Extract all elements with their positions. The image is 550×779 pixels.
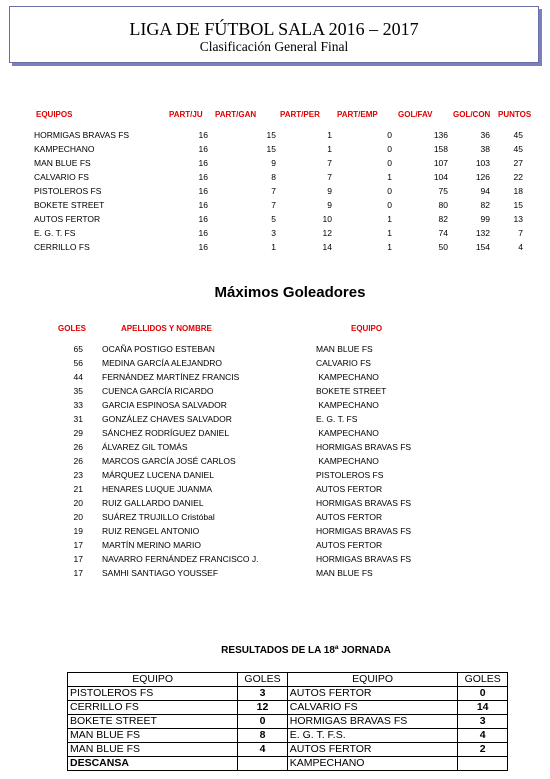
- cell-gol-con: 82: [480, 200, 490, 210]
- table-row: [68, 743, 508, 757]
- list-item: [55, 468, 475, 482]
- col-header-puntos: PUNTOS: [498, 110, 532, 119]
- cell-nombre: MÁRQUEZ LUCENA DANIEL: [102, 470, 214, 480]
- list-item: [55, 496, 475, 510]
- standings-header-row: [30, 108, 530, 122]
- cell-part-per: 12: [322, 228, 332, 238]
- cell-nombre: MEDINA GARCÍA ALEJANDRO: [102, 358, 222, 368]
- cell-equipo: HORMIGAS BRAVAS FS: [316, 442, 412, 452]
- table-row: [30, 240, 530, 254]
- cell-nombre: GARCIA ESPINOSA SALVADOR: [102, 400, 227, 410]
- cell-empty: [238, 757, 288, 771]
- cell-goles: 23: [73, 470, 83, 480]
- cell-puntos: 45: [513, 130, 523, 140]
- cell-goals-home: 4: [238, 743, 288, 757]
- cell-team-home: CERRILLO FS: [68, 701, 238, 715]
- cell-gol-con: 126: [475, 172, 490, 182]
- cell-gol-fav: 74: [438, 228, 448, 238]
- cell-part-ju: 16: [198, 144, 208, 154]
- cell-part-per: 9: [327, 186, 332, 196]
- cell-goals-away: 3: [458, 715, 508, 729]
- cell-part-ju: 16: [198, 228, 208, 238]
- cell-nombre: SÁNCHEZ RODRÍGUEZ DANIEL: [102, 428, 230, 438]
- cell-part-ju: 16: [198, 158, 208, 168]
- list-item: [55, 398, 475, 412]
- cell-part-ju: 16: [198, 242, 208, 252]
- cell-team: BOKETE STREET: [34, 200, 105, 210]
- cell-team: HORMIGAS BRAVAS FS: [34, 130, 130, 140]
- col-header-part-emp: PART/EMP: [337, 110, 378, 119]
- table-row: [30, 212, 530, 226]
- list-item: [55, 370, 475, 384]
- cell-part-ju: 16: [198, 130, 208, 140]
- cell-team: AUTOS FERTOR: [34, 214, 101, 224]
- page-title: LIGA DE FÚTBOL SALA 2016 – 2017: [129, 19, 419, 39]
- cell-part-per: 1: [327, 144, 332, 154]
- page-subtitle: Clasificación General Final: [199, 39, 349, 54]
- cell-gol-fav: 136: [433, 130, 448, 140]
- cell-rest-label: DESCANSA: [68, 757, 238, 771]
- table-row: [30, 128, 530, 142]
- cell-part-gan: 8: [271, 172, 276, 182]
- table-row: [30, 156, 530, 170]
- cell-nombre: FERNÁNDEZ MARTÍNEZ FRANCIS: [102, 372, 240, 382]
- cell-puntos: 7: [518, 228, 523, 238]
- cell-goles: 26: [73, 442, 83, 452]
- cell-goles: 17: [73, 568, 83, 578]
- col-header-part-ju: PART/JU: [169, 110, 203, 119]
- cell-equipo: AUTOS FERTOR: [316, 484, 383, 494]
- cell-goles: 35: [73, 386, 83, 396]
- scorers-table: [55, 322, 475, 580]
- list-item: [55, 384, 475, 398]
- cell-nombre: ÁLVAREZ GIL TOMÁS: [102, 442, 188, 452]
- cell-team-away: AUTOS FERTOR: [287, 687, 458, 701]
- cell-part-per: 10: [322, 214, 332, 224]
- cell-part-ju: 16: [198, 200, 208, 210]
- cell-goals-away: 0: [458, 687, 508, 701]
- cell-team-home: MAN BLUE FS: [68, 729, 238, 743]
- cell-team: CERRILLO FS: [34, 242, 90, 252]
- cell-goles: 17: [73, 540, 83, 550]
- cell-part-emp: 1: [387, 228, 392, 238]
- cell-puntos: 18: [513, 186, 523, 196]
- cell-puntos: 22: [513, 172, 523, 182]
- cell-goles: 56: [73, 358, 83, 368]
- cell-gol-fav: 158: [433, 144, 448, 154]
- cell-goles: 20: [73, 512, 83, 522]
- cell-part-gan: 5: [271, 214, 276, 224]
- cell-gol-con: 36: [480, 130, 490, 140]
- cell-part-per: 7: [327, 158, 332, 168]
- list-item: [55, 538, 475, 552]
- cell-nombre: MARTÍN MERINO MARIO: [102, 540, 202, 550]
- cell-puntos: 45: [513, 144, 523, 154]
- cell-nombre: NAVARRO FERNÁNDEZ FRANCISCO J.: [102, 554, 259, 564]
- cell-empty: [458, 757, 508, 771]
- cell-goals-home: 8: [238, 729, 288, 743]
- cell-nombre: SAMHI SANTIAGO YOUSSEF: [102, 568, 219, 578]
- cell-part-gan: 7: [271, 200, 276, 210]
- cell-part-emp: 1: [387, 172, 392, 182]
- cell-part-emp: 0: [387, 158, 392, 168]
- cell-part-ju: 16: [198, 186, 208, 196]
- results-table: [67, 672, 508, 771]
- cell-gol-con: 38: [480, 144, 490, 154]
- col-header-equipo: EQUIPO: [351, 324, 383, 333]
- table-row: [30, 184, 530, 198]
- col-header-equipos: EQUIPOS: [36, 110, 73, 119]
- cell-nombre: RUIZ RENGEL ANTONIO: [102, 526, 200, 536]
- cell-part-emp: 0: [387, 130, 392, 140]
- cell-goles: 33: [73, 400, 83, 410]
- cell-team: CALVARIO FS: [34, 172, 89, 182]
- cell-equipo: KAMPECHANO: [316, 428, 379, 438]
- col-header-goles: GOLES: [58, 324, 87, 333]
- scorers-title: Máximos Goleadores: [214, 284, 366, 301]
- table-row: [68, 715, 508, 729]
- table-row: [68, 701, 508, 715]
- cell-part-gan: 15: [266, 130, 276, 140]
- cell-equipo: MAN BLUE FS: [316, 568, 373, 578]
- cell-nombre: SUÁREZ TRUJILLO Cristóbal: [102, 512, 215, 522]
- cell-team: E. G. T. FS: [34, 228, 76, 238]
- table-row: [30, 226, 530, 240]
- cell-nombre: GONZÁLEZ CHAVES SALVADOR: [102, 414, 232, 424]
- cell-team: MAN BLUE FS: [34, 158, 91, 168]
- cell-goles: 31: [73, 414, 83, 424]
- cell-part-per: 1: [327, 130, 332, 140]
- cell-team-home: PISTOLEROS FS: [68, 687, 238, 701]
- cell-nombre: RUIZ GALLARDO DANIEL: [102, 498, 204, 508]
- cell-goals-home: 3: [238, 687, 288, 701]
- cell-puntos: 4: [518, 242, 523, 252]
- cell-nombre: MARCOS GARCÍA JOSÉ CARLOS: [102, 456, 236, 466]
- list-item: [55, 524, 475, 538]
- cell-gol-con: 132: [475, 228, 490, 238]
- cell-goles: 29: [73, 428, 83, 438]
- cell-equipo: HORMIGAS BRAVAS FS: [316, 498, 412, 508]
- cell-part-gan: 15: [266, 144, 276, 154]
- cell-part-emp: 1: [387, 214, 392, 224]
- cell-gol-fav: 107: [433, 158, 448, 168]
- cell-goles: 17: [73, 554, 83, 564]
- cell-team-away: E. G. T. F.S.: [287, 729, 458, 743]
- col-header-equipo-away: EQUIPO: [287, 673, 458, 687]
- cell-goals-away: 4: [458, 729, 508, 743]
- cell-equipo: HORMIGAS BRAVAS FS: [316, 554, 412, 564]
- scorers-header-row: [55, 322, 475, 336]
- cell-equipo: CALVARIO FS: [316, 358, 371, 368]
- cell-goals-away: 14: [458, 701, 508, 715]
- cell-team-away: AUTOS FERTOR: [287, 743, 458, 757]
- cell-part-per: 7: [327, 172, 332, 182]
- cell-part-ju: 16: [198, 214, 208, 224]
- col-header-gol-con: GOL/CON: [453, 110, 491, 119]
- table-row: [30, 170, 530, 184]
- cell-goles: 21: [73, 484, 83, 494]
- results-title: RESULTADOS DE LA 18ª JORNADA: [221, 645, 391, 656]
- cell-team: KAMPECHANO: [34, 144, 95, 154]
- cell-part-emp: 0: [387, 144, 392, 154]
- cell-part-gan: 1: [271, 242, 276, 252]
- cell-goles: 65: [73, 344, 83, 354]
- cell-equipo: AUTOS FERTOR: [316, 512, 383, 522]
- cell-puntos: 13: [513, 214, 523, 224]
- header-box: [9, 6, 539, 63]
- cell-equipo: MAN BLUE FS: [316, 344, 373, 354]
- cell-gol-fav: 50: [438, 242, 448, 252]
- cell-gol-fav: 82: [438, 214, 448, 224]
- col-header-part-per: PART/PER: [280, 110, 320, 119]
- cell-part-emp: 1: [387, 242, 392, 252]
- list-item: [55, 356, 475, 370]
- list-item: [55, 482, 475, 496]
- cell-goals-home: 0: [238, 715, 288, 729]
- cell-equipo: KAMPECHANO: [316, 372, 379, 382]
- cell-equipo: PISTOLEROS FS: [316, 470, 384, 480]
- cell-part-per: 14: [322, 242, 332, 252]
- cell-nombre: HENARES LUQUE JUANMA: [102, 484, 213, 494]
- cell-part-ju: 16: [198, 172, 208, 182]
- cell-gol-con: 94: [480, 186, 490, 196]
- cell-team-away: HORMIGAS BRAVAS FS: [287, 715, 458, 729]
- standings-table: [30, 108, 530, 254]
- cell-goals-away: 2: [458, 743, 508, 757]
- list-item: [55, 440, 475, 454]
- list-item: [55, 426, 475, 440]
- list-item: [55, 342, 475, 356]
- cell-gol-fav: 75: [438, 186, 448, 196]
- list-item: [55, 454, 475, 468]
- cell-goles: 19: [73, 526, 83, 536]
- cell-equipo: AUTOS FERTOR: [316, 540, 383, 550]
- cell-goles: 20: [73, 498, 83, 508]
- cell-gol-con: 103: [475, 158, 490, 168]
- col-header-goles-away: GOLES: [458, 673, 508, 687]
- col-header-equipo-home: EQUIPO: [68, 673, 238, 687]
- cell-goles: 26: [73, 456, 83, 466]
- cell-part-emp: 0: [387, 186, 392, 196]
- cell-part-per: 9: [327, 200, 332, 210]
- table-row: [68, 687, 508, 701]
- cell-part-emp: 0: [387, 200, 392, 210]
- results-header-row: [68, 673, 508, 687]
- cell-team-home: MAN BLUE FS: [68, 743, 238, 757]
- cell-team-home: BOKETE STREET: [68, 715, 238, 729]
- cell-gol-con: 154: [475, 242, 490, 252]
- cell-equipo: HORMIGAS BRAVAS FS: [316, 526, 412, 536]
- list-item: [55, 412, 475, 426]
- list-item: [55, 566, 475, 580]
- cell-nombre: OCAÑA POSTIGO ESTEBAN: [102, 344, 215, 354]
- col-header-nombre: APELLIDOS Y NOMBRE: [121, 324, 212, 333]
- table-row: [30, 198, 530, 212]
- list-item: [55, 552, 475, 566]
- cell-equipo: KAMPECHANO: [316, 400, 379, 410]
- cell-part-gan: 3: [271, 228, 276, 238]
- cell-rest-team: KAMPECHANO: [287, 757, 458, 771]
- cell-puntos: 27: [513, 158, 523, 168]
- col-header-goles-home: GOLES: [238, 673, 288, 687]
- cell-nombre: CUENCA GARCÍA RICARDO: [102, 386, 214, 396]
- table-row: [30, 142, 530, 156]
- cell-gol-fav: 104: [433, 172, 448, 182]
- cell-goals-home: 12: [238, 701, 288, 715]
- list-item: [55, 510, 475, 524]
- cell-part-gan: 7: [271, 186, 276, 196]
- cell-gol-fav: 80: [438, 200, 448, 210]
- table-row: [68, 729, 508, 743]
- cell-part-gan: 9: [271, 158, 276, 168]
- cell-team: PISTOLEROS FS: [34, 186, 102, 196]
- cell-gol-con: 99: [480, 214, 490, 224]
- cell-equipo: KAMPECHANO: [316, 456, 379, 466]
- cell-equipo: BOKETE STREET: [316, 386, 387, 396]
- cell-goles: 44: [73, 372, 83, 382]
- cell-equipo: E. G. T. FS: [316, 414, 358, 424]
- col-header-gol-fav: GOL/FAV: [398, 110, 433, 119]
- col-header-part-gan: PART/GAN: [215, 110, 257, 119]
- rest-row: [68, 757, 508, 771]
- cell-puntos: 15: [513, 200, 523, 210]
- cell-team-away: CALVARIO FS: [287, 701, 458, 715]
